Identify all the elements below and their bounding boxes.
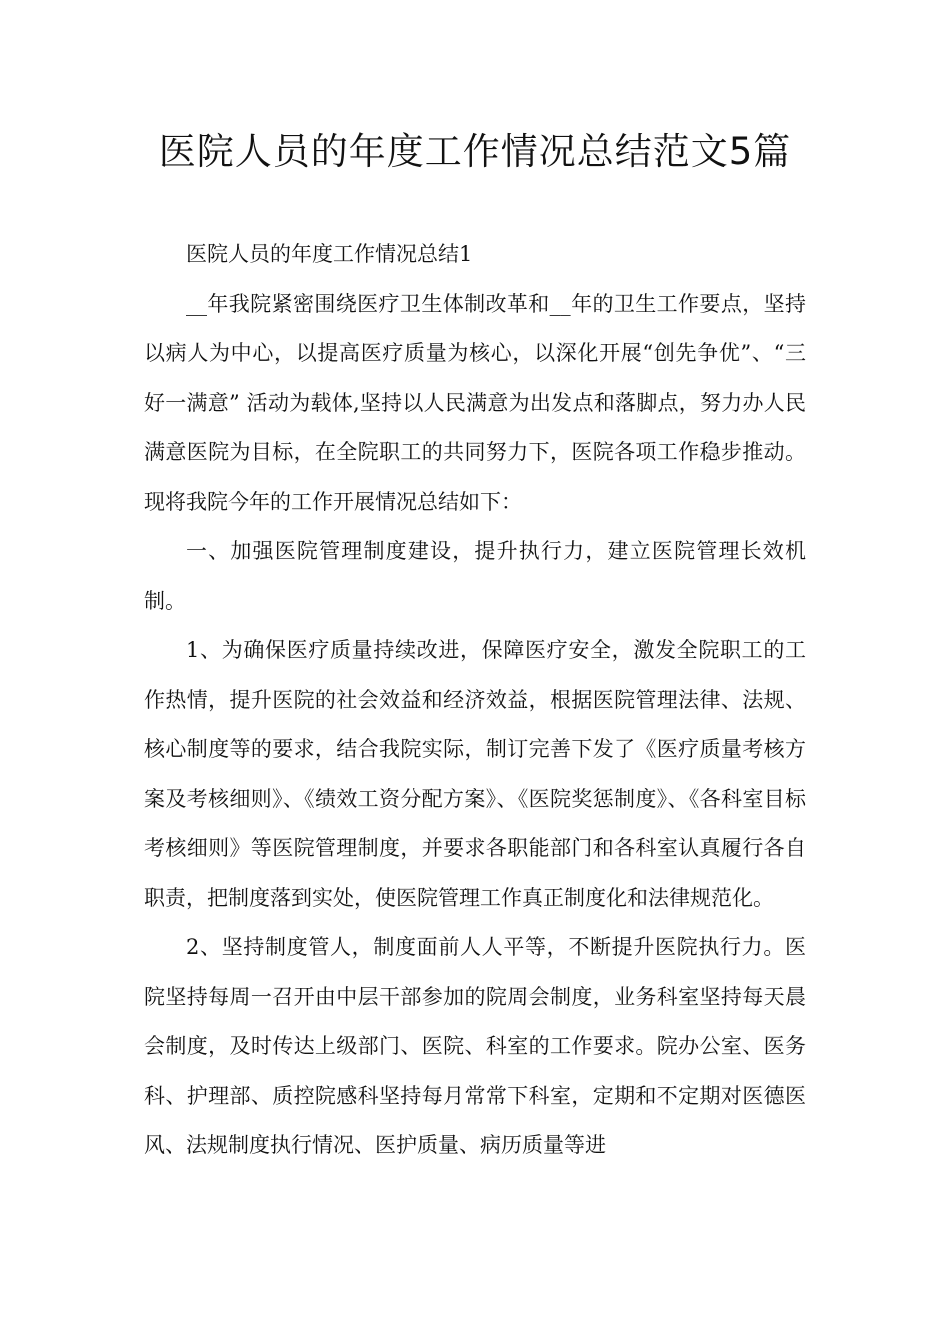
paragraph-item-2: 2、坚持制度管人，制度面前人人平等，不断提升医院执行力。医院坚持每周一召开由中层干部参加的院周会制度，业务科室坚持每天晨会制度，及时传达上级部门、医院、科室的工作要求。院办公室、医务科、护理部、质控院感科坚持每月常常下科室，定期和不定期对医德医风、法规制度执行情况、医护质量、病历质量等进 (144, 935, 806, 1157)
section-heading: 医院人员的年度工作情况总结1 (186, 242, 473, 266)
paragraph-intro: __年我院紧密围绕医疗卫生体制改革和__年的卫生工作要点，坚持以病人为中心，以提高医疗质量为核心，以深化开展“创先争优”、“三好一满意” 活动为载体,坚持以人民满意为出发点和落脚点，努力办人民满意医院为目标，在全院职工的共同努力下，医院各项工作稳步推动。现将我院今年的工作开展情况总结如下： (144, 291, 806, 514)
paragraph-section-one: 一、加强医院管理制度建设，提升执行力，建立医院管理长效机制。 (144, 539, 806, 613)
document-title: 医院人员的年度工作情况总结范文5篇 (158, 130, 792, 173)
paragraph-item-1: 1、为确保医疗质量持续改进，保障医疗安全，激发全院职工的工作热情，提升医院的社会效益和经济效益，根据医院管理法律、法规、核心制度等的要求，结合我院实际，制订完善下发了《医疗质量考核方案及考核细则》、《绩效工资分配方案》、《医院奖惩制度》、《各科室目标考核细则》等医院管理制度，并要求各职能部门和各科室认真履行各自职责，把制度落到实处，使医院管理工作真正制度化和法律规范化。 (144, 638, 806, 910)
document-body (144, 230, 806, 1171)
